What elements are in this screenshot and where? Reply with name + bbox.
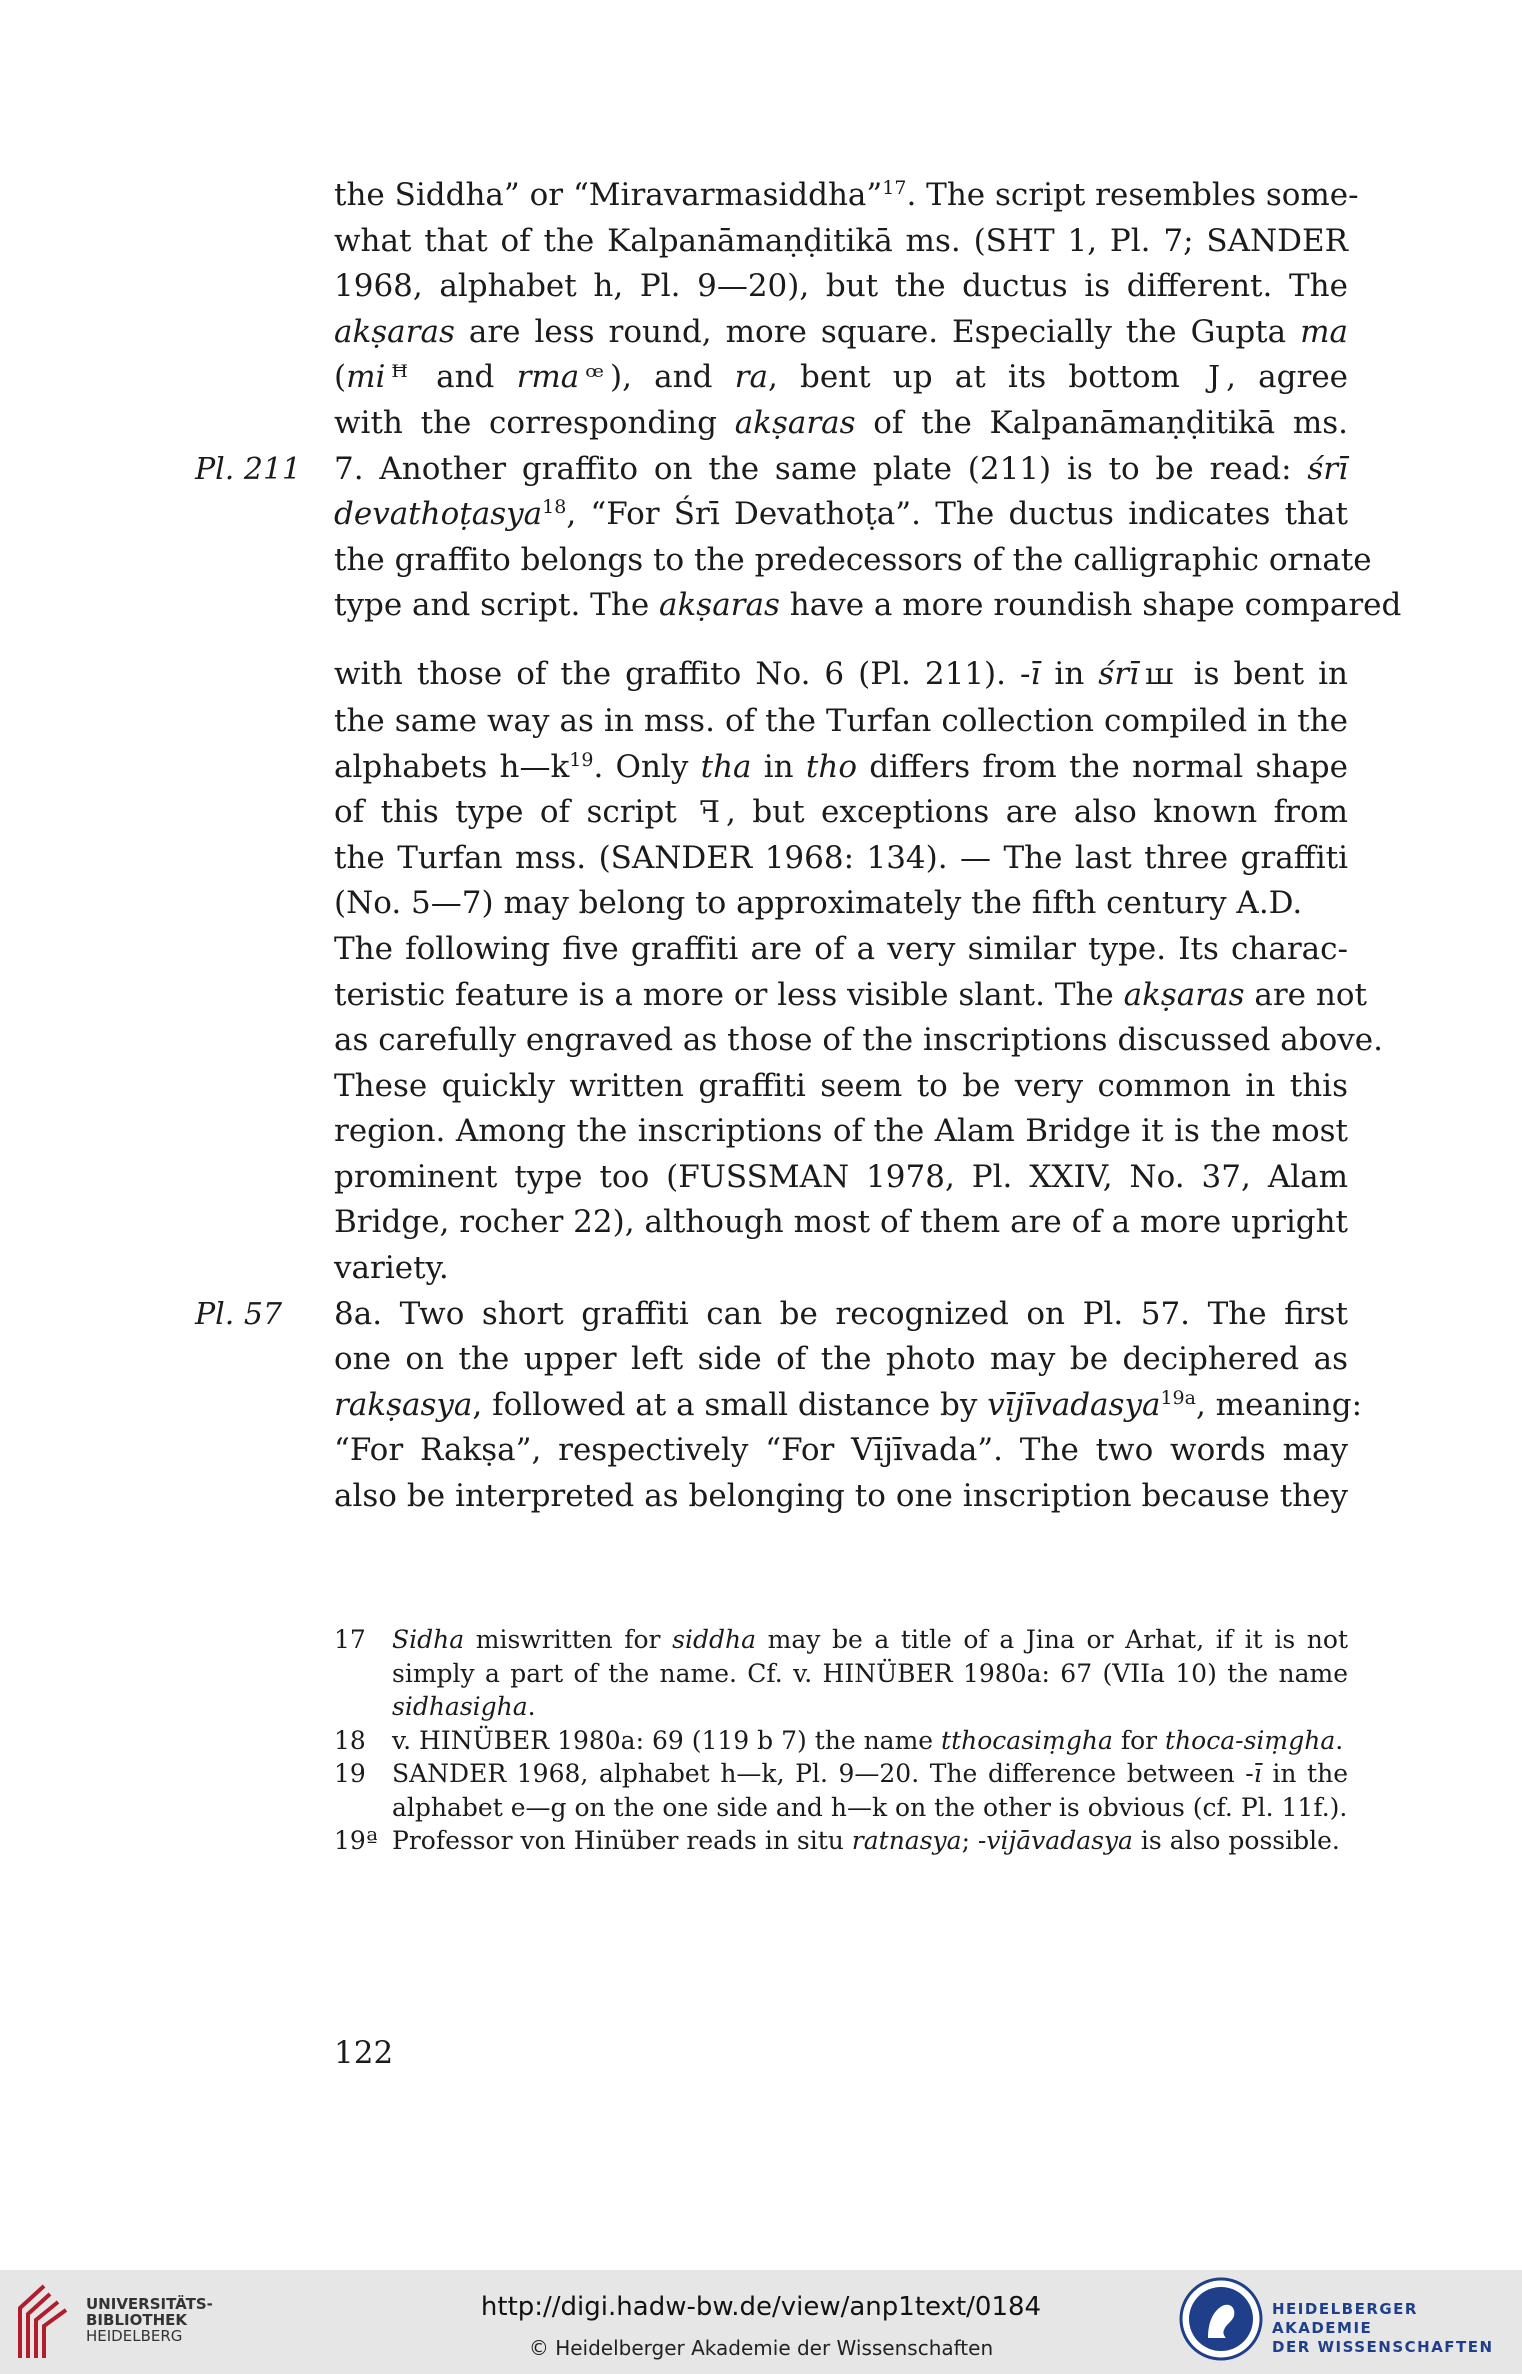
text-line: alphabets $h—k^{19}$. Only tha in tho differs from the normal shape [334,748,1349,785]
permalink-url[interactable]: http://digi.hadw-bw.de/view/anp1text/0184 [480,2292,1042,2322]
footer-bar [0,2270,1522,2374]
footnote: 18 v. HINÜBER 1980a: 69 (119 b 7) the name tthocasiṃgha for thoca-siṃgha. [334,1724,1348,1758]
text-line: prominent type too (FUSSMAN 1978, Pl. XXIV, No. 37, Alam [334,1158,1348,1195]
text-line: what that of the Kalpanāmaṇḍitikā ms. (SHT 1, Pl. 7; SANDER [334,222,1348,259]
akshara-glyph-icon: ꟸ [391,360,408,396]
text-line: region. Among the inscriptions of the Alam Bridge it is the most [334,1113,1348,1150]
plate-reference: Pl. 57 [195,1296,283,1332]
page-number: 122 [334,2035,394,2071]
text-line: (No. 5—7) may belong to approximately the fifth century A.D. [334,885,1303,922]
text-line: also be interpreted as belonging to one inscription because they [334,1478,1348,1515]
text-line: “For Rakṣa”, respectively “For Vījīvada”. The two words may [334,1432,1348,1469]
text-line: Pl. 57 8a. Two short graffiti can be recognized on Pl. 57. The first [334,1292,1348,1338]
body-text [195,173,1402,1520]
university-library-name: UNIVERSITÄTS- BIBLIOTHEK HEIDELBERG [86,2295,213,2345]
text-line: the Siddha” or “Miravarmasiddha”$^{17}$. The script resembles some- [334,177,1359,213]
plate-reference: Pl. 211 [195,451,302,487]
text-line: of this type of script ꟻ , but exceptions are also known from [334,790,1348,836]
text-line: the same way as in mss. of the Turfan collection compiled in the [334,702,1348,739]
text-line: with those of the graffito No. 6 (Pl. 211). -ī in śrī ꟺ is bent in [334,629,1348,699]
text-line: the graffito belongs to the predecessors of the calligraphic ornate [334,541,1372,578]
footnote-ref[interactable]: 19 [569,748,594,771]
text-line: (mi ꟸ and rma ꟹ ), and ra, bent up at its bottom J , agree [334,355,1348,401]
akshara-glyph-icon: ꟺ [1144,656,1174,692]
academy-name: HEIDELBERGER AKADEMIE DER WISSENSCHAFTEN [1272,2300,1494,2356]
footnote: 19 SANDER 1968, alphabet h—k, Pl. 9—20. The difference between -ī in the alphabet e—g on the one side and h—k on the other is obvious (cf. Pl. 11f.). [334,1759,1349,1822]
footnote-number: 18 [334,1725,366,1755]
academy-seal-icon [1178,2276,1264,2362]
copyright-notice: © Heidelberger Akademie der Wissenschaften [528,2336,994,2360]
footnote-ref[interactable]: 19a [1160,1386,1196,1409]
text-line: teristic feature is a more or less visible slant. The akṣaras are not [334,976,1367,1013]
text-line: as carefully engraved as those of the inscriptions discussed above. [334,1022,1384,1059]
text-line: the Turfan mss. (SANDER 1968: 134). — The last three graffiti [334,839,1348,876]
footnote-number: 19ª [334,1826,378,1855]
text-line: The following five graffiti are of a very similar type. Its charac- [334,930,1348,967]
text-line: Pl. 211 7. Another graffito on the same plate (211) is to be read: śrī [334,447,1348,493]
footnote-ref[interactable]: 17 [882,177,907,199]
footnote-ref[interactable]: 18 [542,496,567,519]
text-line: with the corresponding akṣaras of the Kalpanāmaṇḍitikā ms. [334,404,1348,441]
footnote-number: 19 [334,1759,366,1788]
text-line: These quickly written graffiti seem to be very common in this [334,1067,1348,1104]
footnotes [334,1623,1348,1858]
text-line: type and script. The akṣaras have a more roundish shape compared [334,587,1402,624]
text-line: variety. [334,1250,449,1287]
text-line: devathoṭasya$^{18}$, “For Śrī Devathoṭa”. The ductus indicates that [334,496,1348,533]
text-line: 1968, alphabet h, Pl. 9—20), but the ductus is different. The [334,268,1348,305]
footnote-number: 17 [334,1625,366,1654]
text-line: Bridge, rocher 22), although most of them are of a more upright [334,1204,1348,1241]
text-line: rakṣasya, followed at a small distance by vījīvadasya$^{19a}$, meaning: [334,1386,1363,1423]
text-line: one on the upper left side of the photo may be deciphered as [334,1341,1348,1378]
akshara-glyph-icon: ꟻ [699,795,721,831]
text-line: akṣaras are less round, more square. Especially the Gupta ma [334,313,1348,350]
akshara-glyph-icon: J [1208,360,1221,396]
footnote: 17 Sidha miswritten for siddha may be a title of a Jina or Arhat, if it is not simply a part of the name. Cf. v. HINÜBER 1980a: 67 (VIIa 10) the name sidhasigha. [334,1625,1348,1721]
akshara-glyph-icon: ꟹ [585,360,604,396]
footnote: 19ª Professor von Hinüber reads in situ ratnasya; -vijāvadasya is also possible. [334,1824,1348,1858]
